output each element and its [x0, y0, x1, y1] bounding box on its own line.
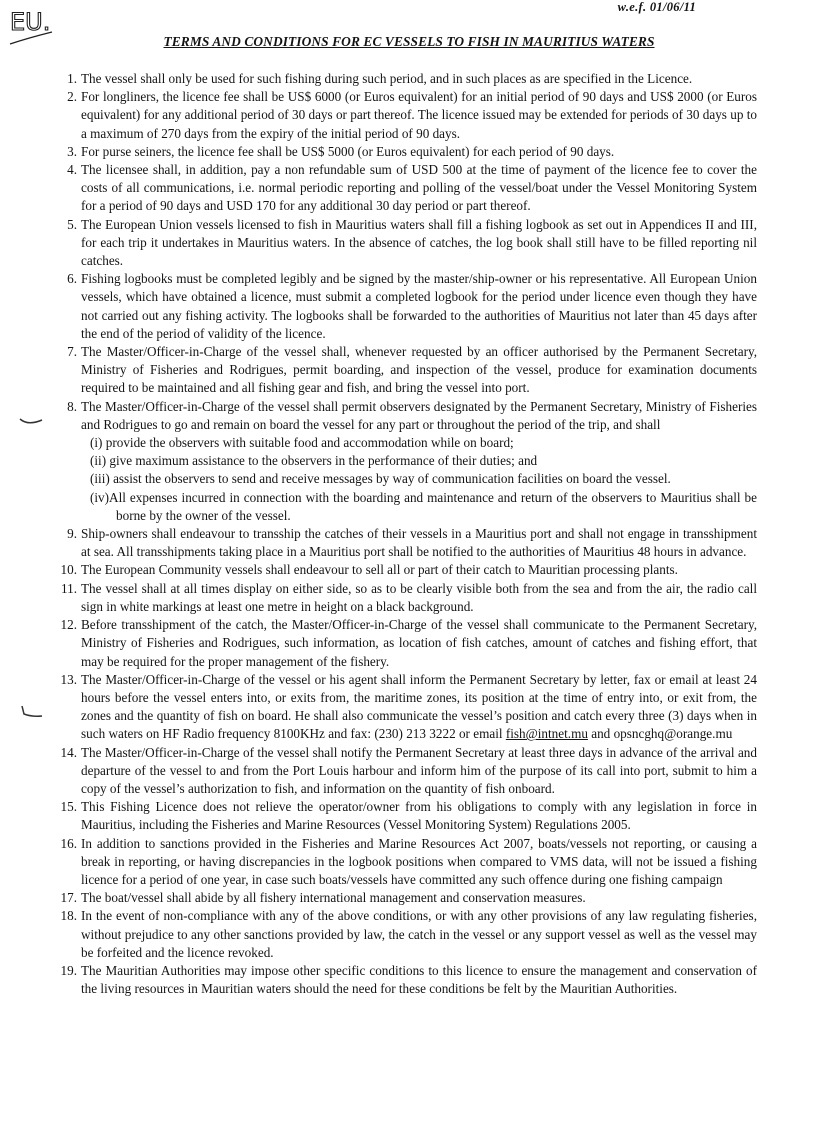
clause-number: 16. — [60, 835, 77, 851]
margin-tick-mark — [18, 704, 48, 722]
clause-list — [60, 70, 757, 998]
clause-number: 9. — [67, 526, 77, 542]
clause-text: Before transshipment of the catch, the Master/Officer-in-Charge of the vessel shall communicate to the Permanent Secretary, Ministry of Fisheries and Rodrigues, such information, as location of fish catches, amount of catches and fishing effort, that may be required for the proper management of the fishery. — [81, 617, 757, 669]
list-item — [67, 88, 757, 143]
clause-text: The licensee shall, in addition, pay a non refundable sum of USD 500 at the time of payment of the licence fee to cover the costs of all communications, i.e. normal periodic reporting and polling of the vessel/boat under the Vessel Monitoring System for a period of 90 days and USD 170 for any additional 30 day period or part thereof. — [81, 162, 757, 214]
sub-item: (i) provide the observers with suitable food and accommodation while on board; — [90, 435, 514, 451]
clause-text: The European Community vessels shall endeavour to sell all or part of their catch to Mauritian processing plants. — [81, 562, 678, 578]
sub-item: (iv)All expenses incurred in connection with the boarding and maintenance and return of the observers to Mauritius shall be borne by the owner of the vessel. — [90, 489, 757, 523]
list-item — [60, 907, 757, 962]
clause-number: 10. — [60, 562, 77, 578]
clause-text: The Master/Officer-in-Charge of the vessel or his agent shall inform the Permanent Secretary by letter, fax or email at least 24 hours before the vessel enters into, or exits from, the maritime zones, its position at the time of entry into, or exit from, the zones and the quantity of fish on board. He shall also communicate the vessel’s position and catch every three (3) days when in such waters on HF Radio frequency 8100KHz and fax: (230) 213 3222 or email — [81, 671, 757, 742]
clause-number: 8. — [67, 398, 77, 414]
list-item — [60, 889, 757, 907]
email-link[interactable]: fish@intnet.mu — [505, 726, 588, 742]
clause-number: 7. — [67, 344, 77, 360]
clause-text: The European Union vessels licensed to fish in Mauritius waters shall fill a fishing logbook as set out in Appendices II and III, for each trip it undertakes in Mauritius waters. In the absence of catches, the log book shall still have to be filled reporting nil catches. — [81, 216, 757, 269]
clause-text: In addition to sanctions provided in the Fisheries and Marine Resources Act 2007, boats/vessels not reporting, or causing a break in reporting, or having discrepancies in the logbook positions when compared to VMS data, will not be issued a fishing licence for a period of one year, in case such boats/vessels have committed any such offence during one fishing campaign — [81, 835, 757, 887]
clause-number: 3. — [67, 143, 77, 159]
clause-number: 13. — [60, 671, 77, 687]
clause-number: 18. — [60, 908, 77, 924]
list-item — [67, 343, 757, 398]
page-title: TERMS AND CONDITIONS FOR EC VESSELS TO FISH IN MAURITIUS WATERS — [163, 34, 655, 49]
clause-text: The Master/Officer-in-Charge of the vessel shall permit observers designated by the Permanent Secretary, Ministry of Fisheries and Rodrigues to go and remain on board the vessel for any part or throughout the period of the trip, and shall — [81, 398, 757, 432]
clause-number: 2. — [67, 89, 77, 105]
list-item — [67, 216, 757, 271]
list-item — [67, 143, 757, 161]
clause-text: The boat/vessel shall abide by all fishery international management and conservation measures. — [81, 890, 586, 906]
clause-number: 11. — [61, 580, 77, 596]
list-item — [60, 798, 757, 834]
list-item — [67, 398, 757, 525]
list-item — [60, 962, 757, 998]
clause-text: The Master/Officer-in-Charge of the vessel shall notify the Permanent Secretary at least three days in advance of the arrival and departure of the vessel to and from the Port Louis harbour and inform him of the purpose of its call into port, submit to him a copy of the vessel’s authorization to fish, and information on the quantity of fish onboard. — [81, 744, 757, 796]
list-item — [67, 270, 757, 343]
list-item — [61, 580, 757, 616]
observer-duties-list — [81, 434, 757, 525]
clause-text: For purse seiners, the licence fee shall be US$ 5000 (or Euros equivalent) for each period of 90 days. — [81, 143, 615, 159]
clause-text: Ship-owners shall endeavour to transship the catches of their vessels in a Mauritius port and shall not engage in transshipment at sea. All transshipments taking place in a Mauritius port shall be notified to the authorities of Mauritius 48 hours in advance. — [81, 526, 757, 560]
clause-number: 4. — [67, 162, 77, 178]
list-item — [60, 616, 757, 671]
list-item — [67, 525, 757, 561]
clause-text: Fishing logbooks must be completed legibly and be signed by the master/ship-owner or his representative. All European Union vessels, which have obtained a licence, must submit a completed logbook for the period under licence even though they have not carried out any fishing activity. The logbooks shall be forwarded to the authorities of Mauritius not later than 45 days after the end of the period of validity of the licence. — [81, 271, 757, 341]
clause-number: 17. — [60, 890, 77, 906]
reference-date: w.e.f. 01/06/11 — [617, 0, 696, 14]
clause-number: 6. — [67, 271, 77, 287]
clause-number: 12. — [60, 617, 77, 633]
clause-text: For longliners, the licence fee shall be US$ 6000 (or Euros equivalent) for an initial period of 90 days and US$ 2000 (or Euros equivalent) for any additional period of 30 days or part thereof. The licence issued may be extended for periods of 30 days up to a maximum of 270 days from the expiry of the initial period of 90 days. — [81, 89, 757, 141]
clause-number: 1. — [67, 71, 77, 86]
list-item — [67, 161, 757, 216]
list-item — [60, 835, 757, 890]
clause-text: The vessel shall at all times display on either side, so as to be clearly visible both from the sea and from the air, the radio call sign in white markings at least one metre in height on a black background. — [81, 580, 757, 614]
sub-item: (ii) give maximum assistance to the observers in the performance of their duties; and — [90, 453, 538, 469]
clause-text: In the event of non-compliance with any of the above conditions, or with any other provisions of any law regulating fisheries, without prejudice to any other sanctions provided by law, the catch in the vessel or any support vessel as well as the vessel may be forfeited and the licence revoked. — [81, 908, 757, 960]
clause-text: The Master/Officer-in-Charge of the vessel shall, whenever requested by an officer authorised by the Permanent Secretary, Ministry of Fisheries and Rodrigues, permit boarding, and inspection of the vessel, produce for examination documents required to be maintained and all fishing gear and fish, and bring the vessel into port. — [81, 344, 757, 396]
clause-number: 15. — [60, 799, 77, 815]
handwritten-eu-text: EU. — [10, 8, 51, 36]
list-item — [60, 671, 757, 744]
clause-text-continued: and opsncghq@orange.mu — [587, 726, 733, 742]
clause-number: 5. — [67, 216, 77, 232]
list-item — [67, 70, 757, 88]
clause-number: 14. — [60, 744, 77, 760]
clause-text: This Fishing Licence does not relieve the operator/owner from his obligations to comply with any legislation in force in Mauritius, including the Fisheries and Marine Resources (Vessel Monitoring System) Regulations 2005. — [81, 799, 757, 833]
list-item — [60, 561, 757, 579]
clause-text: The vessel shall only be used for such fishing during such period, and in such places as are specified in the Licence. — [81, 71, 693, 86]
clause-number: 19. — [60, 962, 77, 978]
margin-tick-mark — [18, 414, 48, 430]
list-item — [60, 744, 757, 799]
sub-item: (iii) assist the observers to send and receive messages by way of communication facilities on board the vessel. — [90, 471, 671, 487]
clause-text: The Mauritian Authorities may impose other specific conditions to this licence to ensure the management and conservation of the living resources in Mauritian waters should the need for these conditions be felt by the Mauritian Authorities. — [81, 962, 757, 997]
